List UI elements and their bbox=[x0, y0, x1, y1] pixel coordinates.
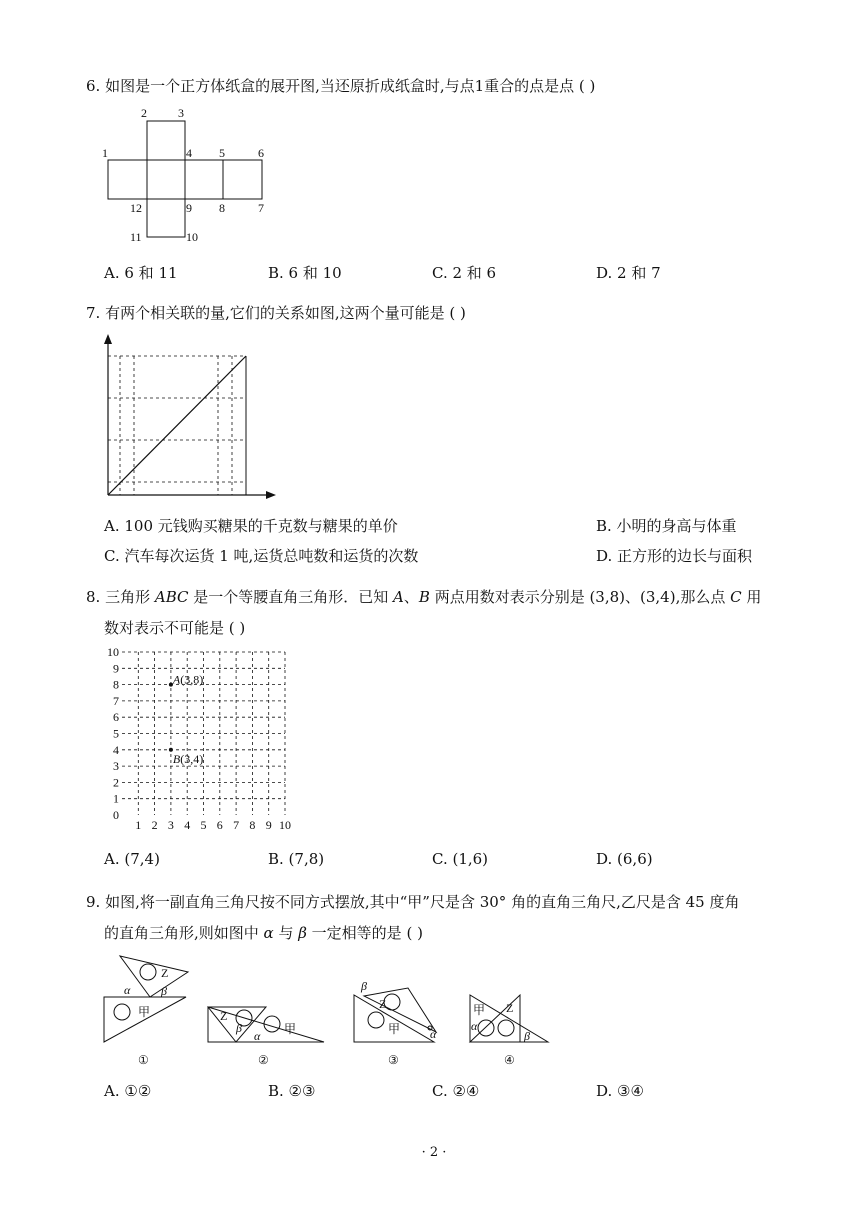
net-label-10: 10 bbox=[186, 230, 198, 244]
q9-option-c[interactable]: C. ②④ bbox=[432, 1082, 480, 1100]
fig4-yi-label: Z bbox=[506, 1001, 514, 1015]
fig4-alpha: α bbox=[471, 1019, 478, 1033]
q8-option-b[interactable]: B. (7,8) bbox=[268, 850, 325, 868]
x-tick-label: 9 bbox=[265, 818, 272, 832]
net-bottom-square bbox=[147, 199, 185, 237]
x-tick-label: 10 bbox=[279, 818, 291, 832]
y-tick-label: 4 bbox=[113, 742, 119, 757]
fig2-alpha: α bbox=[254, 1029, 261, 1043]
y-tick-label: 1 bbox=[113, 791, 119, 806]
net-label-8: 8 bbox=[219, 201, 225, 215]
q9-option-d[interactable]: D. ③④ bbox=[596, 1082, 644, 1100]
x-tick-label: 4 bbox=[184, 818, 191, 832]
fig4-jia-label: 甲 bbox=[473, 1003, 486, 1017]
x-tick-label: 3 bbox=[167, 818, 174, 832]
page-number: · 2 · bbox=[421, 1145, 447, 1160]
q7-stem: 7. 有两个相关联的量,它们的关系如图,这两个量可能是 ( ) bbox=[86, 304, 466, 322]
y-tick-label: 8 bbox=[113, 677, 119, 692]
q8-option-c[interactable]: C. (1,6) bbox=[432, 850, 489, 868]
net-label-2: 2 bbox=[141, 106, 147, 120]
net-label-12: 12 bbox=[130, 201, 142, 215]
fig3-beta: β bbox=[361, 979, 367, 993]
fig3-jia-label: 甲 bbox=[388, 1022, 401, 1036]
y-tick-label: 2 bbox=[113, 775, 119, 790]
q7-y-axis-arrow bbox=[104, 334, 112, 344]
fig1-caption: ① bbox=[138, 1053, 149, 1067]
fig3-alpha: α bbox=[430, 1027, 437, 1041]
point-a-label: A(3,8) bbox=[172, 672, 204, 687]
q7-option-c[interactable]: C. 汽车每次运货 1 吨,运货总吨数和运货的次数 bbox=[104, 547, 419, 565]
y-tick-label: 9 bbox=[113, 661, 119, 676]
x-tick-label: 2 bbox=[151, 818, 158, 832]
net-label-7: 7 bbox=[258, 201, 264, 215]
fig4-beta: β bbox=[524, 1029, 530, 1043]
y-tick-label: 5 bbox=[113, 726, 119, 741]
q7-relation-graph bbox=[96, 330, 286, 505]
y-tick-label: 0 bbox=[113, 808, 119, 822]
y-tick-label: 7 bbox=[113, 693, 119, 708]
q9-option-a[interactable]: A. ①② bbox=[104, 1082, 152, 1100]
fig1-yi-label: Z bbox=[161, 966, 169, 980]
fig3-caption: ③ bbox=[388, 1053, 399, 1067]
fig1-beta: β bbox=[161, 984, 167, 998]
q8-stem-line1: 8. 三角形 ABC 是一个等腰直角三角形．已知 A、B 两点用数对表示分别是 (3,8)、(3,4),那么点 C 用 bbox=[86, 588, 762, 606]
fig2-beta: β bbox=[236, 1021, 242, 1035]
y-tick-label: 6 bbox=[113, 710, 119, 725]
q9-stem-line2: 的直角三角形,则如图中 α 与 β 一定相等的是 ( ) bbox=[104, 924, 423, 942]
x-tick-label: 6 bbox=[216, 818, 223, 832]
q8-coordinate-grid bbox=[100, 645, 300, 835]
q7-option-d[interactable]: D. 正方形的边长与面积 bbox=[596, 547, 753, 565]
q8-stem-line2: 数对表示不可能是 ( ) bbox=[104, 619, 246, 637]
x-tick-label: 1 bbox=[135, 818, 142, 832]
fig1-jia-label: 甲 bbox=[138, 1005, 151, 1019]
net-label-3: 3 bbox=[178, 106, 184, 120]
point-b-label: B(3,4) bbox=[172, 751, 204, 766]
q6-cube-net-figure bbox=[96, 100, 286, 250]
q8-option-d[interactable]: D. (6,6) bbox=[596, 850, 653, 868]
q6-stem: 6. 如图是一个正方体纸盒的展开图,当还原折成纸盒时,与点1重合的点是点 ( ) bbox=[86, 77, 596, 95]
y-tick-label: 3 bbox=[113, 759, 119, 774]
net-label-9: 9 bbox=[186, 201, 192, 215]
q9-option-b[interactable]: B. ②③ bbox=[268, 1082, 316, 1100]
q7-line bbox=[108, 356, 246, 495]
fig2-caption: ② bbox=[258, 1053, 269, 1067]
q6-option-b[interactable]: B. 6 和 10 bbox=[268, 264, 342, 282]
x-tick-label: 5 bbox=[200, 818, 207, 832]
y-tick-label: 10 bbox=[107, 645, 119, 659]
net-label-6: 6 bbox=[258, 146, 264, 160]
fig3-yi-label: Z bbox=[379, 997, 387, 1011]
fig2-yi-label: Z bbox=[220, 1009, 228, 1023]
net-label-5: 5 bbox=[219, 146, 225, 160]
q6-option-c[interactable]: C. 2 和 6 bbox=[432, 264, 497, 282]
q8-option-a[interactable]: A. (7,4) bbox=[104, 850, 160, 868]
q7-option-b[interactable]: B. 小明的身高与体重 bbox=[596, 517, 737, 535]
x-tick-label: 7 bbox=[233, 818, 240, 832]
x-tick-label: 8 bbox=[249, 818, 256, 832]
figure-1 bbox=[104, 956, 188, 1042]
net-label-1: 1 bbox=[102, 146, 108, 160]
q9-stem-line1: 9. 如图,将一副直角三角尺按不同方式摆放,其中“甲”尺是含 30° 角的直角三角尺,乙尺是含 45 度角 bbox=[86, 893, 740, 911]
q6-option-d[interactable]: D. 2 和 7 bbox=[596, 264, 661, 282]
net-label-4: 4 bbox=[186, 146, 192, 160]
q6-option-a[interactable]: A. 6 和 11 bbox=[104, 264, 178, 282]
net-top-square bbox=[147, 121, 185, 160]
q7-x-axis-arrow bbox=[266, 491, 276, 499]
fig4-caption: ④ bbox=[504, 1053, 515, 1067]
q9-triangles-figure bbox=[96, 950, 566, 1070]
net-label-11: 11 bbox=[130, 230, 142, 244]
fig1-alpha: α bbox=[124, 983, 131, 997]
fig2-jia-label: 甲 bbox=[284, 1022, 297, 1036]
q7-option-a[interactable]: A. 100 元钱购买糖果的千克数与糖果的单价 bbox=[104, 517, 398, 535]
